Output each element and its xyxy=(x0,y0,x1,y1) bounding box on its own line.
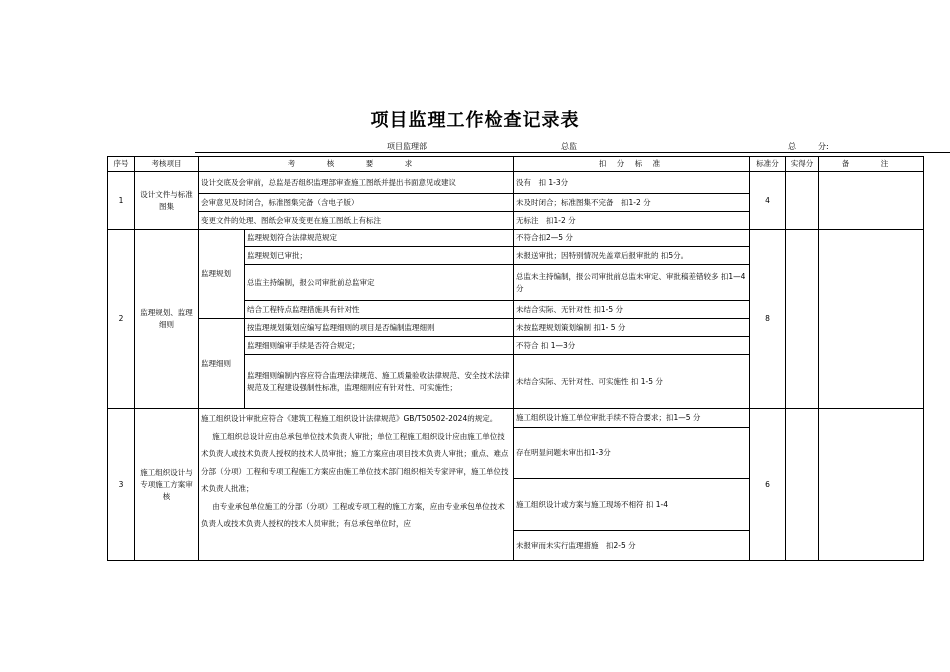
requirement-cell: 监理规划符合法律规范规定 xyxy=(245,230,514,247)
header-requirement: 考 核 要 求 xyxy=(199,157,514,172)
meta-underline xyxy=(195,152,950,153)
actual-score-cell[interactable] xyxy=(786,230,819,409)
requirement-paragraph: 施工组织设计审批应符合《建筑工程施工组织设计法律规范》GB/T50502-2024的规定。 xyxy=(201,414,498,423)
note-cell[interactable] xyxy=(819,230,924,409)
requirement-cell xyxy=(199,409,514,561)
requirement-cell: 监理细则编审手续是否符合规定； xyxy=(245,337,514,355)
page-title: 项目监理工作检查记录表 xyxy=(370,110,580,131)
header-row xyxy=(108,157,924,172)
row-no: 3 xyxy=(108,409,135,561)
requirement-cell: 按监理规划策划应编写监理细则的项目是否编制监理细则 xyxy=(245,319,514,337)
total-label: 总 xyxy=(788,142,796,151)
requirement-cell: 总监主持编制，报公司审批前总监审定 xyxy=(245,265,514,301)
standard-score: 8 xyxy=(750,230,786,409)
requirement-paragraph: 由专业承包单位施工的分部（分项）工程或专项工程的施工方案，应由专业承包单位技术负责人或技术负责人授权的技术人员审批；有总承包单位时，应 xyxy=(201,501,505,528)
table-row xyxy=(108,230,924,247)
deduction-cell: 施工组织设计施工单位审批手续不符合要求；扣1—5 分 xyxy=(514,409,750,428)
inspection-table xyxy=(107,156,924,561)
deduction-cell: 不符合扣2—5 分 xyxy=(514,230,750,247)
header-standard-score: 标准分 xyxy=(750,157,786,172)
header-note: 备 注 xyxy=(819,157,924,172)
deduction-cell: 未报审而未实行监理措施 扣2-5 分 xyxy=(514,531,750,561)
requirement-paragraph: 施工组织总设计应由总承包单位技术负责人审批；单位工程施工组织设计应由施工单位技术负责人或技术负责人授权的技术人员审批；施工方案应由项目技术负责人审批；重点、难点分部（分项）工程和专项工程施工方案应由施工单位技术部门组织相关专家评审，施工单位技术负责人批准； xyxy=(201,431,509,493)
row-no: 1 xyxy=(108,172,135,230)
sub-item-plan: 监理规划 xyxy=(199,230,245,319)
note-cell[interactable] xyxy=(819,409,924,561)
deduction-cell: 未报送审批；因特别情况先盖章后报审批的 扣5分。 xyxy=(514,247,750,265)
table-row xyxy=(108,172,924,194)
deduction-cell: 未按监理规划策划编制 扣1- 5 分 xyxy=(514,319,750,337)
standard-score: 6 xyxy=(750,409,786,561)
actual-score-cell[interactable] xyxy=(786,409,819,561)
score-label: 分: xyxy=(818,142,829,151)
deduction-cell: 存在明显问题未审出扣1-3分 xyxy=(514,428,750,479)
header-deduction: 扣 分 标 准 xyxy=(514,157,750,172)
requirement-cell: 会审意见及时闭合，标准图集完备（含电子版） xyxy=(199,194,514,212)
deduction-cell: 未结合实际、无针对性 扣1-5 分 xyxy=(514,301,750,319)
table-row xyxy=(108,409,924,428)
deduction-cell: 不符合 扣 1—3分 xyxy=(514,337,750,355)
requirement-cell: 监理细则编制内容应符合监理法律规范、施工质量验收法律规范、安全技术法律规范及工程建设强制性标准，监理细则应有针对性、可实施性； xyxy=(245,355,514,409)
requirement-cell: 变更文件的处理、图纸会审及变更在施工图纸上有标注 xyxy=(199,212,514,230)
sub-item-detail: 监理细则 xyxy=(199,319,245,409)
row-item: 设计文件与标准图集 xyxy=(135,172,199,230)
row-no: 2 xyxy=(108,230,135,409)
deduction-cell: 施工组织设计或方案与施工现场不相符 扣 1-4 xyxy=(514,479,750,531)
deduction-cell: 无标注 扣1-2 分 xyxy=(514,212,750,230)
deduction-cell: 未结合实际、无针对性、可实施性 扣 1-5 分 xyxy=(514,355,750,409)
header-no: 序号 xyxy=(108,157,135,172)
row-item: 施工组织设计与专项施工方案审核 xyxy=(135,409,199,561)
requirement-cell: 设计交底及会审前，总监是否组织监理部审查施工图纸并提出书面意见或建议 xyxy=(199,172,514,194)
deduction-cell: 未及时闭合；标准图集不完备 扣1-2 分 xyxy=(514,194,750,212)
header-item: 考核项目 xyxy=(135,157,199,172)
standard-score: 4 xyxy=(750,172,786,230)
requirement-cell: 监理规划已审批； xyxy=(245,247,514,265)
deduction-cell: 没有 扣 1-3分 xyxy=(514,172,750,194)
actual-score-cell[interactable] xyxy=(786,172,819,230)
note-cell[interactable] xyxy=(819,172,924,230)
chief-label: 总监 xyxy=(561,142,577,151)
requirement-cell: 结合工程特点监理措施具有针对性 xyxy=(245,301,514,319)
header-actual-score: 实得分 xyxy=(786,157,819,172)
row-item: 监理规划、监理细则 xyxy=(135,230,199,409)
dept-label: 项目监理部 xyxy=(387,142,427,151)
deduction-cell: 总监未主持编制，报公司审批前总监未审定、审批稿差错较多 扣1—4分 xyxy=(514,265,750,301)
